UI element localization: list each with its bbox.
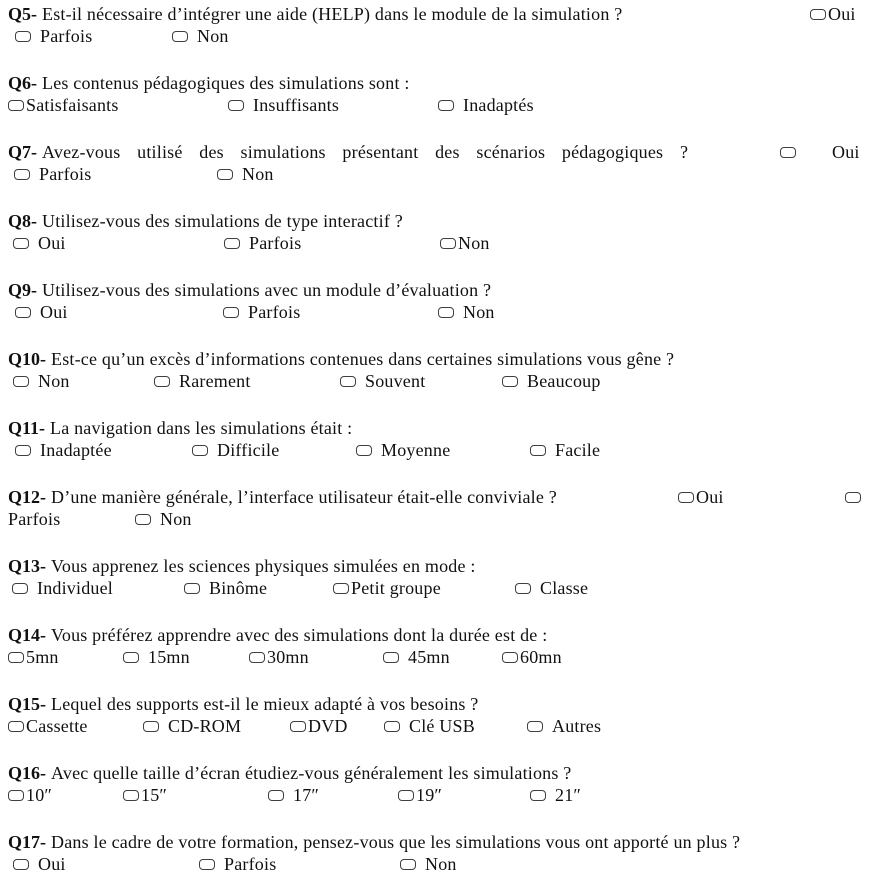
checkbox-q15-cd-rom[interactable] (143, 721, 159, 732)
question-number-q5: Q5- (8, 4, 37, 24)
checkbox-q13-petit-groupe[interactable] (333, 583, 349, 594)
option-q12-non (135, 508, 192, 530)
option-q6-inadaptes (438, 94, 534, 116)
option-label-q7-non: Non (242, 164, 274, 184)
option-q11-moyenne (356, 439, 450, 461)
option-label-q9-non: Non (463, 302, 495, 322)
option-q17-oui (13, 853, 66, 875)
option-label-q15-cle-usb: Clé USB (409, 716, 475, 736)
question-line-q11 (8, 417, 870, 439)
option-q13-classe (515, 577, 588, 599)
checkbox-q8-oui[interactable] (13, 238, 29, 249)
option-label-q16-19: 19″ (416, 785, 443, 805)
checkbox-q5-non[interactable] (172, 31, 188, 42)
checkbox-q16-19[interactable] (398, 790, 414, 801)
question-block-q15 (0, 693, 870, 737)
option-label-q15-dvd: DVD (308, 716, 348, 736)
option-label-q5-non: Non (197, 26, 229, 46)
options-row-q14 (8, 646, 870, 668)
option-q13-binome (184, 577, 267, 599)
option-label-q8-non: Non (458, 233, 490, 253)
option-q14-30mn (249, 646, 309, 668)
options-row-q5 (8, 25, 870, 47)
option-q12-parfois (8, 508, 60, 530)
question-number-q13: Q13- (8, 556, 46, 576)
option-q16-15 (123, 784, 167, 806)
options-row-q7 (8, 163, 870, 185)
question-text-q6: Les contenus pédagogiques des simulations sont : (42, 73, 410, 93)
checkbox-q16-17[interactable] (268, 790, 284, 801)
option-label-q8-parfois: Parfois (249, 233, 302, 253)
options-row-q6 (8, 94, 870, 116)
option-label-q6-insuffisants: Insuffisants (253, 95, 340, 115)
option-label-q8-oui: Oui (38, 233, 66, 253)
option-label-q11-inadaptee: Inadaptée (40, 440, 112, 460)
options-row-q10 (8, 370, 870, 392)
option-q7-parfois (14, 163, 91, 185)
option-label-q11-facile: Facile (555, 440, 601, 460)
question-block-q9 (0, 279, 870, 323)
checkbox-q13-classe[interactable] (515, 583, 531, 594)
option-label-q12-oui: Oui (696, 487, 724, 507)
option-label-q15-cassette: Cassette (26, 716, 88, 736)
question-text-q11: La navigation dans les simulations était : (50, 418, 353, 438)
option-q10-rarement (154, 370, 251, 392)
option-label-q14-45mn: 45mn (408, 647, 450, 667)
options-row-q16 (8, 784, 870, 806)
question-text-q8: Utilisez-vous des simulations de type interactif ? (42, 211, 403, 231)
checkbox-q15-cassette[interactable] (8, 721, 24, 732)
checkbox-q17-oui[interactable] (13, 859, 29, 870)
option-q12-oui (678, 486, 724, 508)
option-q10-beaucoup (502, 370, 601, 392)
checkbox-q14-5mn[interactable] (8, 652, 24, 663)
option-label-q6-inadaptes: Inadaptés (463, 95, 534, 115)
question-number-q12: Q12- (8, 487, 46, 507)
option-q14-45mn (383, 646, 450, 668)
option-label-q7-oui: Oui (832, 142, 860, 162)
option-label-q16-17: 17″ (293, 785, 320, 805)
option-q11-inadaptee (15, 439, 112, 461)
question-block-q13 (0, 555, 870, 599)
question-number-q15: Q15- (8, 694, 46, 714)
question-number-q17: Q17- (8, 832, 46, 852)
question-block-q16 (0, 762, 870, 806)
question-text-q16: Avec quelle taille d’écran étudiez-vous généralement les simulations ? (51, 763, 572, 783)
option-label-q16-15: 15″ (141, 785, 168, 805)
option-label-q10-beaucoup: Beaucoup (527, 371, 601, 391)
question-block-q7 (0, 141, 870, 185)
question-line-q6 (8, 72, 870, 94)
checkbox-q17-non[interactable] (400, 859, 416, 870)
option-label-q10-non: Non (38, 371, 70, 391)
option-q15-cle-usb (384, 715, 475, 737)
option-q8-parfois (224, 232, 301, 254)
option-q9-oui (15, 301, 68, 323)
checkbox-q11-inadaptee[interactable] (15, 445, 31, 456)
question-text-q12: D’une manière générale, l’interface utilisateur était-elle conviviale ? (51, 487, 557, 507)
question-block-q11 (0, 417, 870, 461)
question-text-q5: Est-il nécessaire d’intégrer une aide (HELP) dans le module de la simulation ? (42, 4, 623, 24)
option-label-q10-souvent: Souvent (365, 371, 426, 391)
option-q8-non (440, 232, 490, 254)
option-q6-satisfaisants (8, 94, 119, 116)
option-label-q7-parfois: Parfois (39, 164, 92, 184)
option-q7-oui (832, 141, 860, 163)
checkbox-q16-10[interactable] (8, 790, 24, 801)
options-row-q15 (8, 715, 870, 737)
question-text-q13: Vous apprenez les sciences physiques simulées en mode : (51, 556, 476, 576)
checkbox-q16-21[interactable] (530, 790, 546, 801)
question-number-q16: Q16- (8, 763, 46, 783)
checkbox-q10-beaucoup[interactable] (502, 376, 518, 387)
options-row-q13 (8, 577, 870, 599)
checkbox-q14-60mn[interactable] (502, 652, 518, 663)
checkbox-q10-non[interactable] (13, 376, 29, 387)
option-label-q14-5mn: 5mn (26, 647, 59, 667)
option-q17-parfois (199, 853, 276, 875)
question-line-q16 (8, 762, 870, 784)
option-label-q6-satisfaisants: Satisfaisants (26, 95, 119, 115)
option-label-q14-15mn: 15mn (148, 647, 190, 667)
option-q10-non (13, 370, 70, 392)
checkbox-q5-oui[interactable] (810, 9, 826, 20)
option-label-q5-parfois: Parfois (40, 26, 93, 46)
checkbox-q16-15[interactable] (123, 790, 139, 801)
option-label-q13-petit-groupe: Petit groupe (351, 578, 441, 598)
checkbox-q12-oui[interactable] (678, 492, 694, 503)
question-block-q5 (0, 3, 870, 47)
checkbox-q11-difficile[interactable] (192, 445, 208, 456)
question-line-q7 (8, 141, 870, 163)
question-block-q17 (0, 831, 870, 875)
options-row-q17 (8, 853, 870, 875)
checkbox-q17-parfois[interactable] (199, 859, 215, 870)
question-block-q12 (0, 486, 870, 530)
option-q5-non (172, 25, 229, 47)
question-line-q14 (8, 624, 870, 646)
question-line-q17 (8, 831, 870, 853)
option-label-q15-autres: Autres (552, 716, 602, 736)
option-q17-non (400, 853, 457, 875)
option-q7-non (217, 163, 274, 185)
options-row-q11 (8, 439, 870, 461)
option-q6-insuffisants (228, 94, 339, 116)
option-q14-60mn (502, 646, 562, 668)
checkbox-q7-non[interactable] (217, 169, 233, 180)
question-text-q7: Avez-vous utilisé des simulations présentant des scénarios pédagogiques ? (42, 142, 689, 162)
question-line-q13 (8, 555, 870, 577)
checkbox-q5-parfois[interactable] (15, 31, 31, 42)
checkbox-q6-satisfaisants[interactable] (8, 100, 24, 111)
checkbox-q13-individuel[interactable] (12, 583, 28, 594)
options-row-q12 (8, 508, 870, 530)
question-number-q10: Q10- (8, 349, 46, 369)
option-q10-souvent (340, 370, 425, 392)
question-number-q14: Q14- (8, 625, 46, 645)
checkbox-q8-non[interactable] (440, 238, 456, 249)
option-q15-cd-rom (143, 715, 241, 737)
question-line-q10 (8, 348, 870, 370)
option-q8-oui (13, 232, 66, 254)
option-q11-difficile (192, 439, 279, 461)
option-q16-10 (8, 784, 52, 806)
option-label-q12-parfois: Parfois (8, 509, 61, 529)
question-line-q9 (8, 279, 870, 301)
option-label-q14-30mn: 30mn (267, 647, 309, 667)
option-q9-non (438, 301, 495, 323)
option-q16-17 (268, 784, 319, 806)
option-label-q15-cd-rom: CD-ROM (168, 716, 242, 736)
checkbox-q13-binome[interactable] (184, 583, 200, 594)
checkbox-q11-facile[interactable] (530, 445, 546, 456)
checkbox-q15-cle-usb[interactable] (384, 721, 400, 732)
option-q12-unlabeled (845, 486, 861, 508)
option-label-q17-non: Non (425, 854, 457, 874)
option-q13-individuel (12, 577, 113, 599)
option-label-q16-10: 10″ (26, 785, 53, 805)
checkbox-q8-parfois[interactable] (224, 238, 240, 249)
question-line-q5 (8, 3, 870, 25)
checkbox-q14-45mn[interactable] (383, 652, 399, 663)
checkbox-q9-parfois[interactable] (223, 307, 239, 318)
option-q5-oui (810, 3, 856, 25)
checkbox-q7-parfois[interactable] (14, 169, 30, 180)
checkbox-q9-oui[interactable] (15, 307, 31, 318)
option-q5-parfois (15, 25, 92, 47)
option-q15-dvd (290, 715, 348, 737)
option-label-q13-binome: Binôme (209, 578, 268, 598)
checkbox-q6-inadaptes[interactable] (438, 100, 454, 111)
question-block-q14 (0, 624, 870, 668)
question-number-q6: Q6- (8, 73, 37, 93)
option-label-q14-60mn: 60mn (520, 647, 562, 667)
option-label-q11-moyenne: Moyenne (381, 440, 451, 460)
checkbox-q10-souvent[interactable] (340, 376, 356, 387)
question-text-q10: Est-ce qu’un excès d’informations contenues dans certaines simulations vous gêne ? (51, 349, 675, 369)
option-q14-15mn (123, 646, 190, 668)
question-block-q10 (0, 348, 870, 392)
option-label-q5-oui: Oui (828, 4, 856, 24)
checkbox-q15-autres[interactable] (527, 721, 543, 732)
option-q14-5mn (8, 646, 59, 668)
question-block-q8 (0, 210, 870, 254)
option-q7-unlabeled (780, 141, 796, 163)
option-label-q13-individuel: Individuel (37, 578, 113, 598)
question-line-q12 (8, 486, 870, 508)
checkbox-q14-30mn[interactable] (249, 652, 265, 663)
options-row-q9 (8, 301, 870, 323)
option-label-q11-difficile: Difficile (217, 440, 280, 460)
checkbox-q7-unlabeled[interactable] (780, 147, 796, 158)
option-label-q9-oui: Oui (40, 302, 68, 322)
options-row-q8 (8, 232, 870, 254)
question-line-q15 (8, 693, 870, 715)
option-label-q17-oui: Oui (38, 854, 66, 874)
option-q16-19 (398, 784, 442, 806)
question-number-q7: Q7- (8, 142, 37, 162)
question-text-q9: Utilisez-vous des simulations avec un module d’évaluation ? (42, 280, 492, 300)
question-text-q15: Lequel des supports est-il le mieux adapté à vos besoins ? (51, 694, 479, 714)
checkbox-q11-moyenne[interactable] (356, 445, 372, 456)
option-label-q17-parfois: Parfois (224, 854, 277, 874)
option-label-q10-rarement: Rarement (179, 371, 251, 391)
option-q16-21 (530, 784, 581, 806)
option-q9-parfois (223, 301, 300, 323)
checkbox-q6-insuffisants[interactable] (228, 100, 244, 111)
checkbox-q10-rarement[interactable] (154, 376, 170, 387)
option-label-q9-parfois: Parfois (248, 302, 301, 322)
option-q15-cassette (8, 715, 88, 737)
option-q13-petit-groupe (333, 577, 441, 599)
checkbox-q9-non[interactable] (438, 307, 454, 318)
question-number-q8: Q8- (8, 211, 37, 231)
option-label-q12-non: Non (160, 509, 192, 529)
option-q11-facile (530, 439, 600, 461)
option-label-q13-classe: Classe (540, 578, 589, 598)
question-text-q17: Dans le cadre de votre formation, pensez-vous que les simulations vous ont apporté un plus ? (51, 832, 741, 852)
question-block-q6 (0, 72, 870, 116)
checkbox-q14-15mn[interactable] (123, 652, 139, 663)
question-number-q11: Q11- (8, 418, 46, 438)
option-label-q16-21: 21″ (555, 785, 582, 805)
question-text-q14: Vous préférez apprendre avec des simulations dont la durée est de : (51, 625, 548, 645)
checkbox-q12-non[interactable] (135, 514, 151, 525)
checkbox-q15-dvd[interactable] (290, 721, 306, 732)
option-q15-autres (527, 715, 601, 737)
question-number-q9: Q9- (8, 280, 37, 300)
checkbox-q12-unlabeled[interactable] (845, 492, 861, 503)
question-line-q8 (8, 210, 870, 232)
